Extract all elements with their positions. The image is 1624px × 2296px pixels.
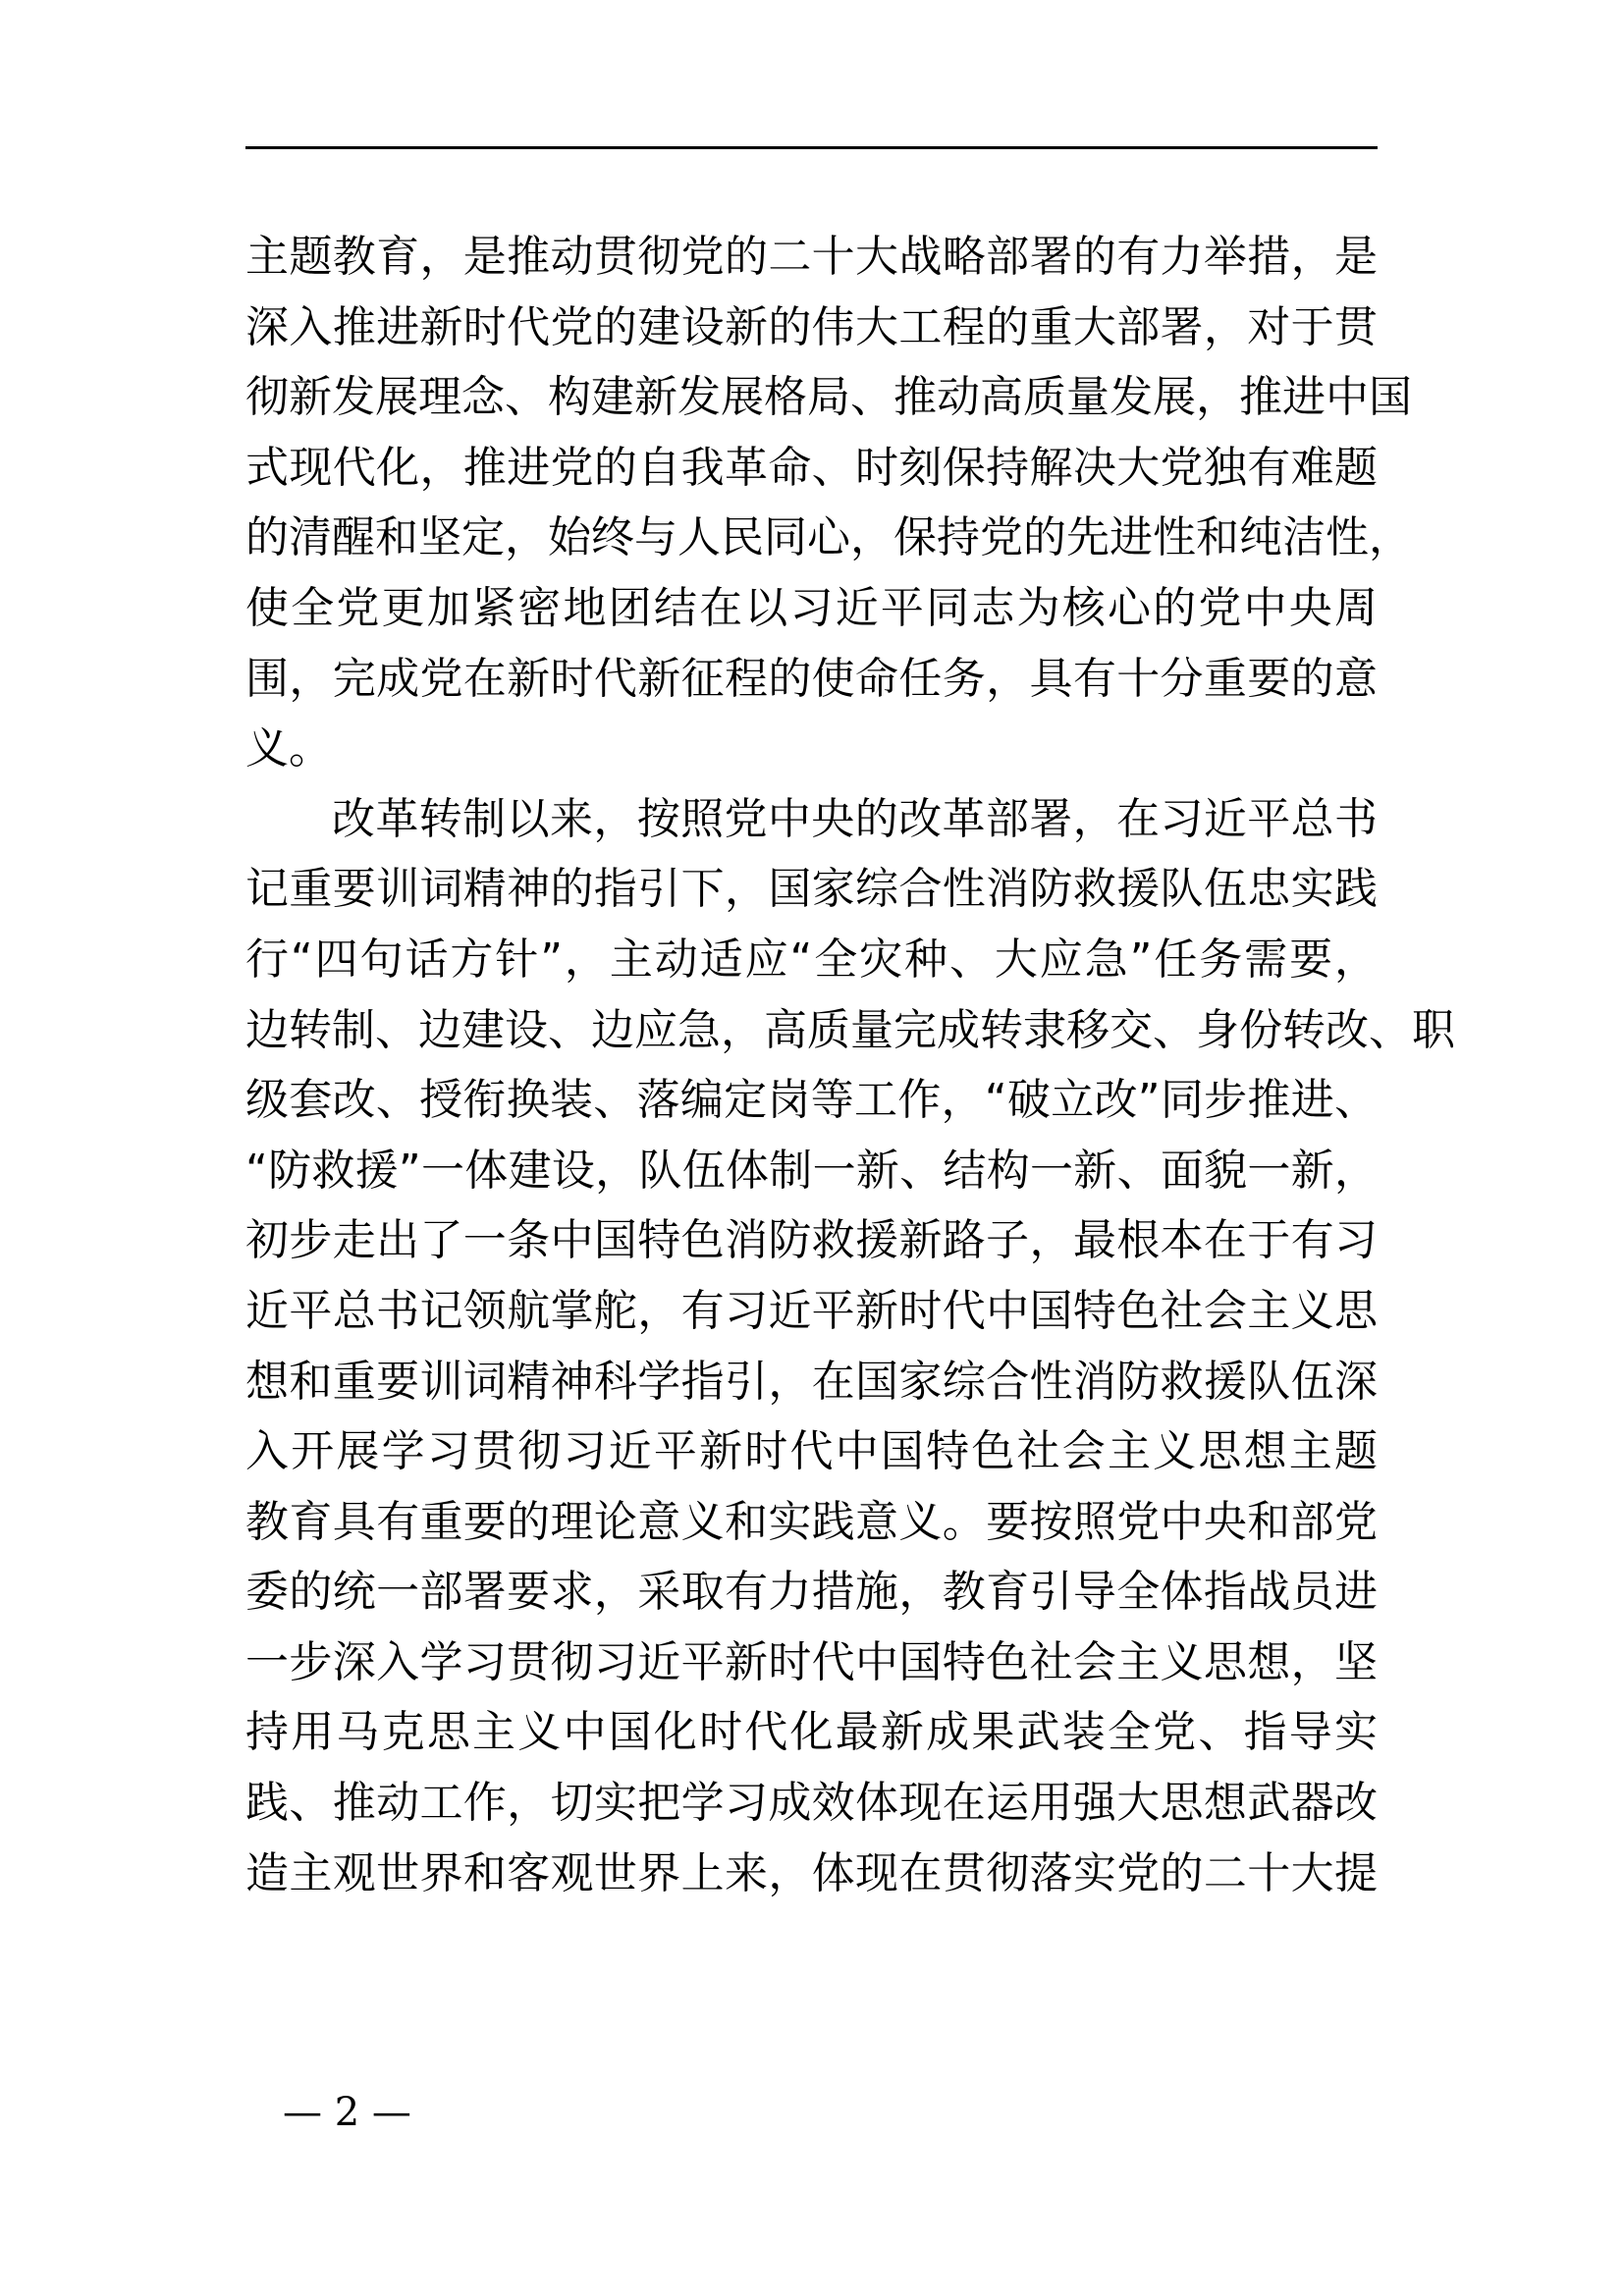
text-line: 造主观世界和客观世界上来，体现在贯彻落实党的二十大提 <box>245 1847 1378 1898</box>
text-line: 想和重要训词精神科学指引，在国家综合性消防救援队伍深 <box>245 1356 1378 1407</box>
text-line: 改革转制以来，按照党中央的改革部署，在习近平总书 <box>332 793 1378 844</box>
text-line: 义。 <box>245 723 332 774</box>
text-line: 持用马克思主义中国化时代化最新成果武装全党、指导实 <box>245 1707 1378 1758</box>
text-line: 初步走出了一条中国特色消防救援新路子，最根本在于有习 <box>245 1215 1378 1266</box>
text-line: 主题教育，是推动贯彻党的二十大战略部署的有力举措，是 <box>245 232 1378 282</box>
text-line: 深入推进新时代党的建设新的伟大工程的重大部署，对于贯 <box>245 301 1378 352</box>
text-line: 围，完成党在新时代新征程的使命任务，具有十分重要的意 <box>245 653 1378 704</box>
text-line: 一步深入学习贯彻习近平新时代中国特色社会主义思想，坚 <box>245 1636 1378 1687</box>
text-line: 近平总书记领航掌舵，有习近平新时代中国特色社会主义思 <box>245 1285 1378 1336</box>
paragraph-1 <box>245 222 1412 784</box>
page-number: — 2 — <box>283 2090 411 2135</box>
text-line: 式现代化，推进党的自我革命、时刻保持解决大党独有难题 <box>245 442 1378 493</box>
text-line: “防救援”一体建设，队伍体制一新、结构一新、面貌一新， <box>245 1145 1378 1196</box>
document-body <box>245 222 1455 1979</box>
text-line: 入开展学习贯彻习近平新时代中国特色社会主义思想主题 <box>245 1426 1378 1477</box>
text-line: 彻新发展理念、构建新发展格局、推动高质量发展，推进中国 <box>245 372 1412 423</box>
text-line: 践、推动工作，切实把学习成效体现在运用强大思想武器改 <box>245 1778 1378 1829</box>
text-line: 记重要训词精神的指引下，国家综合性消防救援队伍忠实践 <box>245 864 1378 915</box>
text-line: 使全党更加紧密地团结在以习近平同志为核心的党中央周 <box>245 582 1378 633</box>
text-line: 级套改、授衔换装、落编定岗等工作，“破立改”同步推进、 <box>245 1075 1378 1126</box>
text-line <box>245 1908 1378 1979</box>
text-line: 边转制、边建设、边应急，高质量完成转隶移交、身份转改、职 <box>245 1004 1455 1055</box>
text-line: 行“四句话方针”，主动适应“全灾种、大应急”任务需要， <box>245 934 1378 985</box>
paragraph-2 <box>245 784 1455 1979</box>
text-line: 教育具有重要的理论意义和实践意义。要按照党中央和部党 <box>245 1496 1378 1547</box>
text-line: 的清醒和坚定，始终与人民同心，保持党的先进性和纯洁性， <box>245 512 1412 563</box>
text-line: 委的统一部署要求，采取有力措施，教育引导全体指战员进 <box>245 1567 1378 1618</box>
header-rule <box>245 146 1378 149</box>
